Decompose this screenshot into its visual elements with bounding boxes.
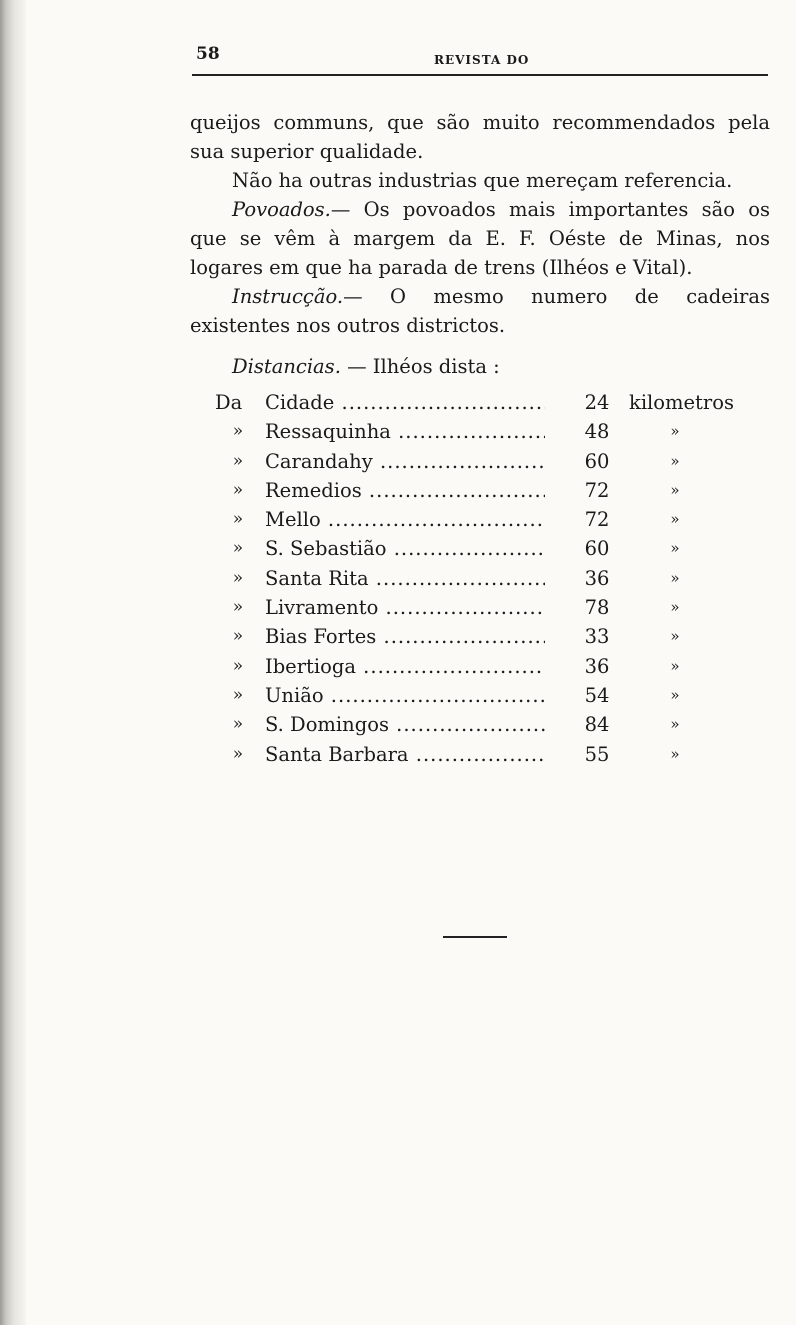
distance-row	[215, 740, 755, 769]
unit-ditto-mark: »	[670, 744, 680, 763]
row-ditto-mark: »	[232, 509, 244, 530]
distance-value: 60	[584, 537, 610, 561]
place-name: Cidade .....	[265, 388, 545, 417]
distance-value: 36	[584, 654, 610, 678]
unit-ditto-mark: »	[670, 510, 680, 529]
paragraph-povoados	[190, 195, 770, 282]
place-name: Santa Rita .....	[265, 564, 545, 593]
distance-value: 55	[584, 742, 610, 766]
place-name: Ressaquinha .....	[265, 417, 545, 446]
unit-ditto-mark: »	[670, 539, 680, 558]
paragraph-queijos: queijos communs, que são muito recommendados pela sua superior qualidade.	[190, 111, 770, 163]
distance-value: 36	[584, 566, 610, 590]
distance-row	[215, 652, 755, 681]
row-ditto-mark: »	[232, 743, 244, 764]
place-name: União .....	[265, 681, 545, 710]
end-rule	[443, 936, 507, 938]
row-ditto-mark: »	[232, 450, 244, 471]
distance-value: 72	[584, 508, 610, 532]
distance-row	[215, 417, 755, 446]
distance-value: 48	[584, 420, 610, 444]
place-name: Ibertioga .....	[265, 652, 545, 681]
body-text	[190, 108, 770, 340]
unit-label: kilometros	[629, 391, 734, 414]
paragraph-industrias: Não ha outras industrias que mereçam referencia.	[232, 169, 733, 192]
distance-row	[215, 710, 755, 739]
running-title: REVISTA DO	[434, 53, 530, 67]
distance-row	[215, 534, 755, 563]
place-name: Livramento .....	[265, 593, 545, 622]
distance-row	[215, 505, 755, 534]
distance-row	[215, 681, 755, 710]
unit-ditto-mark: »	[670, 598, 680, 617]
distancias-label: Distancias.	[232, 355, 341, 378]
row-ditto-mark: »	[232, 567, 244, 588]
page-number: 58	[196, 44, 220, 64]
place-name: S. Domingos .....	[265, 710, 545, 739]
unit-ditto-mark: »	[670, 715, 680, 734]
row-ditto-mark: »	[232, 421, 244, 442]
distance-row	[215, 476, 755, 505]
distance-value: 54	[584, 683, 610, 707]
place-name: Santa Barbara .....	[265, 740, 545, 769]
row-prefix: Da	[215, 391, 243, 414]
row-ditto-mark: »	[232, 538, 244, 559]
instruccao-text: — O mesmo numero de cadeiras existentes nos outros districtos.	[190, 285, 770, 337]
distance-row	[215, 622, 755, 651]
povoados-text: — Os povoados mais importantes são os que se vêm à margem da E. F. Oéste de Minas, nos logares em que ha parada de trens (Ilhéos e Vital).	[190, 198, 770, 279]
unit-ditto-mark: »	[670, 627, 680, 646]
place-name: Remedios .....	[265, 476, 545, 505]
unit-ditto-mark: »	[670, 568, 680, 587]
unit-ditto-mark: »	[670, 451, 680, 470]
distancias-intro: — Ilhéos dista :	[347, 355, 500, 378]
distance-row	[215, 564, 755, 593]
unit-ditto-mark: »	[670, 480, 680, 499]
place-name: Carandahy .....	[265, 447, 545, 476]
unit-ditto-mark: »	[670, 656, 680, 675]
distance-table	[215, 388, 755, 769]
row-ditto-mark: »	[232, 626, 244, 647]
unit-ditto-mark: »	[670, 685, 680, 704]
place-name: S. Sebastião .....	[265, 534, 545, 563]
distance-value: 78	[584, 596, 610, 620]
distance-value: 24	[584, 391, 610, 414]
distance-value: 72	[584, 478, 610, 502]
row-ditto-mark: »	[232, 684, 244, 705]
row-ditto-mark: »	[232, 655, 244, 676]
distance-value: 84	[584, 713, 610, 737]
paragraph-instruccao	[190, 282, 770, 340]
distance-row	[215, 447, 755, 476]
row-ditto-mark: »	[232, 597, 244, 618]
page-header	[192, 44, 770, 84]
instruccao-label: Instrucção.	[232, 285, 344, 308]
distance-row	[215, 388, 755, 417]
distance-value: 33	[584, 625, 610, 649]
header-rule	[192, 74, 768, 76]
book-spine-shadow	[0, 0, 26, 1325]
distance-value: 60	[584, 449, 610, 473]
place-name: Bias Fortes .....	[265, 622, 545, 651]
unit-ditto-mark: »	[670, 422, 680, 441]
distance-row	[215, 593, 755, 622]
distancias-heading	[232, 352, 500, 381]
povoados-label: Povoados.	[232, 198, 331, 221]
row-ditto-mark: »	[232, 714, 244, 735]
row-ditto-mark: »	[232, 479, 244, 500]
place-name: Mello .....	[265, 505, 545, 534]
